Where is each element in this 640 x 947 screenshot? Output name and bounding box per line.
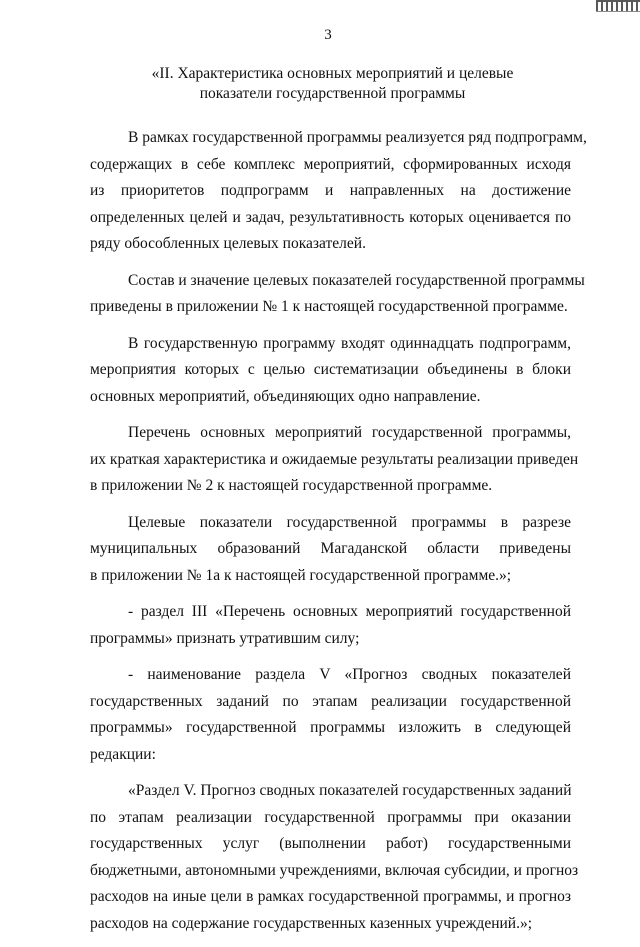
paragraph [90,778,579,937]
document-body [90,125,587,947]
text-line: «Раздел V. Прогноз сводных показателей государственных заданий [128,782,572,799]
section-heading [90,64,575,104]
text-line: в приложении № 1а к настоящей государственной программе.»; [90,566,512,584]
text-line: в приложении № 2 к настоящей государственной программе. [90,477,493,494]
text-line: редакции: [90,745,156,763]
paragraph [90,420,579,500]
text-line: основных мероприятий, объединяющих одно направление. [90,387,481,405]
section-heading-line-2: показатели государственной программы [199,85,466,102]
text-line: расходов на содержание государственных казенных учреждений.»; [90,914,533,932]
paragraph [90,510,571,590]
text-line: В рамках государственной программы реализуется ряд подпрограмм, [128,129,587,146]
paragraph [90,599,571,652]
section-heading-line-1: «II. Характеристика основных мероприятий и целевые [151,65,514,82]
page-number: 3 [324,27,332,43]
text-line: - наименование раздела V «Прогноз сводных показателей [128,666,571,683]
text-line: Состав и значение целевых показателей государственной программы [128,271,585,289]
text-line: их краткая характеристика и ожидаемые результаты реализации приведен [90,450,579,468]
text-line: приведены в приложении № 1 к настоящей государственной программе. [90,298,568,315]
text-line: муниципальных образований Магаданской области приведены [90,540,571,557]
text-line: - раздел III «Перечень основных мероприятий государственной [128,603,571,620]
paragraph [90,268,585,321]
text-line: программы» признать утратившим силу; [90,629,360,647]
text-line: В государственную программу входят одиннадцать подпрограмм, [128,334,571,352]
text-line: государственных заданий по этапам реализации государственной [90,692,571,710]
paragraph [90,331,571,411]
text-line: ряду обособленных целевых показателей. [90,235,366,252]
text-line: расходов на иные цели в рамках государственной программы, и прогноз [90,888,571,905]
text-line: государственных услуг (выполнении работ) государственными [90,835,571,852]
text-line: определенных целей и задач, результативность которых оценивается по [90,208,571,226]
text-line: Перечень основных мероприятий государственной программы, [128,424,571,441]
text-line: Целевые показатели государственной программы в разрезе [128,513,571,531]
scan-edge-mark [596,0,640,12]
text-line: программы» государственной программы изложить в следующей [90,719,571,736]
text-line: мероприятия которых с целью систематизации объединены в блоки [90,361,571,378]
paragraph [90,125,587,258]
paragraph [90,662,571,768]
text-line: бюджетными, автономными учреждениями, включая субсидии, и прогноз [90,861,579,879]
text-line: из приоритетов подпрограмм и направленных на достижение [90,182,571,199]
text-line: по этапам реализации государственной программы при оказании [90,808,571,826]
text-line: содержащих в себе комплекс мероприятий, сформированных исходя [90,155,571,173]
